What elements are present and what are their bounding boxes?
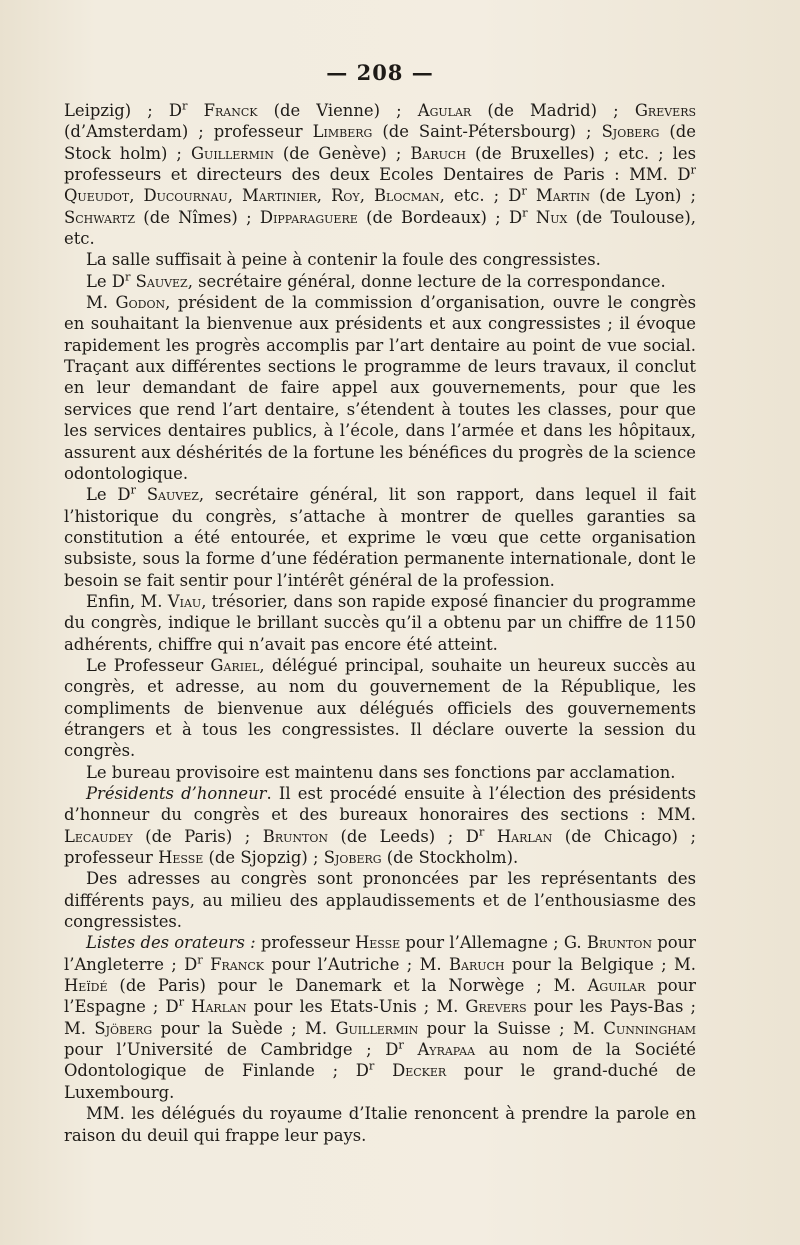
text-run: (de Stock holm) ; xyxy=(64,122,696,163)
paragraph xyxy=(64,783,696,868)
text-run: (de Chicago) ; professeur xyxy=(64,826,696,868)
name-small-caps: Sjoberg xyxy=(323,848,382,868)
name-small-caps: Agular xyxy=(417,101,472,120)
name-small-caps: Brunton xyxy=(262,826,328,846)
text-run: (de Toulouse), etc. xyxy=(64,207,696,249)
text-run: (de Sjopzig) ; xyxy=(203,848,324,868)
text-run: au nom de la Société Odontologique de Finlande ; D xyxy=(64,1040,696,1081)
name-small-caps: Nux xyxy=(535,207,568,227)
text-run: r xyxy=(522,205,528,220)
text-run: pour l’Allemagne ; G. xyxy=(400,933,587,953)
name-small-caps: Hesse xyxy=(158,848,204,868)
paragraph xyxy=(64,655,696,762)
name-small-caps: Aguilar xyxy=(587,976,646,996)
text-run: professeur xyxy=(255,933,355,953)
name-small-caps: Sauvez xyxy=(135,271,188,291)
text-run: r xyxy=(197,952,203,967)
text-run xyxy=(374,1061,392,1080)
name-small-caps: Limberg xyxy=(312,122,373,142)
name-small-caps: Martin xyxy=(535,186,591,206)
name-small-caps: Grevers xyxy=(634,101,697,120)
text-run: , xyxy=(129,186,144,206)
text-run xyxy=(528,208,536,227)
text-run: M. xyxy=(86,293,116,313)
text-run: (de Paris) ; xyxy=(132,826,263,846)
paragraph xyxy=(64,932,696,1103)
text-run: Le D xyxy=(86,485,131,505)
paragraph xyxy=(64,271,696,292)
name-small-caps: Schwartz xyxy=(64,207,136,227)
text-run: r xyxy=(398,1037,404,1052)
name-small-caps: Ayrapaa xyxy=(417,1040,476,1060)
name-small-caps: Martinier xyxy=(242,186,317,206)
text-run: , délégué principal, souhaite un heureux succès au congrès, et adresse, au nom du gouvernement de la République, les compliments de bienvenue aux délégués officiels des gouvernements étrangers et à tous les congressistes. Il déclare ouverte la session du congrès. xyxy=(64,655,696,761)
text-run: (de Bordeaux) ; D xyxy=(357,207,523,227)
text-run: Le bureau provisoire est maintenu dans ses fonctions par acclamation. xyxy=(86,762,676,782)
name-small-caps: Godon xyxy=(115,293,166,313)
text-run: Le Professeur xyxy=(86,655,211,675)
text-run: r xyxy=(478,824,485,839)
text-run: (de Nîmes) ; xyxy=(135,207,260,227)
text-run: , secrétaire général, donne lecture de la correspondance. xyxy=(187,271,666,291)
name-small-caps: Guillermin xyxy=(190,143,274,163)
text-run: , xyxy=(359,186,374,206)
name-small-caps: Sjöberg xyxy=(94,1018,153,1038)
text-run: r xyxy=(182,98,188,113)
text-run: Des adresses au congrès sont prononcées par les représentants des différents pays, au milieu des applaudissements et de l’enthousiasme des congressistes. xyxy=(64,869,696,932)
text-run xyxy=(404,1040,418,1059)
text-run: (de Stockholm). xyxy=(381,848,519,868)
name-small-caps: Lecaudey xyxy=(64,826,133,846)
text-run: , etc. ; D xyxy=(439,186,522,206)
text-run: pour l’Angleterre ; D xyxy=(64,933,697,974)
text-run: r xyxy=(368,1059,375,1073)
text-run: pour l’Autriche ; M. xyxy=(264,954,449,974)
text-run: r xyxy=(521,183,527,198)
text-run: (de Paris) pour le Danemark et la Norwège ; M. xyxy=(107,976,588,996)
text-run: (d’Amsterdam) ; professeur xyxy=(64,122,313,142)
text-run: pour la Belgique ; M. xyxy=(504,954,696,974)
text-run: Le D xyxy=(86,271,125,291)
text-run: , xyxy=(227,186,242,206)
text-run: pour la Suède ; M. xyxy=(152,1018,336,1038)
text-run: pour le grand-duché de Luxembourg. xyxy=(64,1061,696,1102)
name-small-caps: Grevers xyxy=(465,997,527,1017)
text-run: pour la Suisse ; M. xyxy=(418,1018,604,1038)
paragraph xyxy=(64,868,696,932)
text-run: (de Vienne) ; xyxy=(257,101,418,120)
italic-heading: Listes des orateurs : xyxy=(86,933,256,953)
text-run: Leipzig) ; D xyxy=(64,101,182,120)
text-run: pour les Etats-Unis ; M. xyxy=(246,997,466,1017)
text-run: pour les Pays-Bas ; M. xyxy=(64,997,696,1038)
paragraph xyxy=(64,591,696,655)
text-run: (de Saint-Pétersbourg) ; xyxy=(372,122,602,142)
text-run xyxy=(484,827,497,846)
text-run: Enfin, M. xyxy=(86,591,168,611)
italic-heading: Présidents d’honneur xyxy=(86,784,267,803)
page-number: — 208 — xyxy=(326,60,434,85)
name-small-caps: Dipparaguere xyxy=(259,207,358,227)
name-small-caps: Brunton xyxy=(586,933,653,953)
name-small-caps: Viau xyxy=(167,591,202,611)
text-run: (de Madrid) ; xyxy=(471,101,635,120)
name-small-caps: Blocman xyxy=(373,186,440,206)
name-small-caps: Baruch xyxy=(410,143,466,163)
name-small-caps: Heïdé xyxy=(64,976,108,996)
name-small-caps: Franck xyxy=(203,101,258,120)
text-run xyxy=(527,186,536,205)
text-run: . Il est procédé ensuite à l’élection des présidents d’honneur du congrès et des bureaux honoraires des sections : MM. xyxy=(64,784,697,825)
name-small-caps: Roy xyxy=(331,186,360,206)
text-run: , xyxy=(316,186,332,206)
text-run: pour l’Université de Cambridge ; D xyxy=(64,1040,399,1060)
text-run: MM. les délégués du royaume d’Italie renoncent à prendre la parole en raison du deuil qui frappe leur pays. xyxy=(64,1104,696,1145)
text-run: (de Leeds) ; D xyxy=(327,826,479,846)
name-small-caps: Baruch xyxy=(448,954,505,974)
text-run: , secrétaire général, lit son rapport, dans lequel il fait l’historique du congrès, s’attache à montrer de quelles garanties sa constitution a été entourée, et exprime le vœu que cette organisation subsiste, sous la forme d’une fédération permanente internationale, dont le besoin se fait sentir pour l’intérêt général de la profession. xyxy=(64,485,697,590)
name-small-caps: Decker xyxy=(392,1061,447,1081)
text-run: r xyxy=(690,162,696,177)
text-run: r xyxy=(178,994,185,1009)
text-run: , président de la commission d’organisation, ouvre le congrès en souhaitant la bienvenue aux présidents et aux congressistes ; il évoque rapidement les progrès accomplis par l’art dentaire au point de vue social. Traçant aux différentes sections le programme de leurs travaux, il conclut en leur demandant de faire appel aux gouvernements, pour que les services que rend l’art dentaire, s’étendent à toutes les classes, pour que les services dentaires publics, à l’école, dans l’armée et dans les hôpitaux, assurent aux déshérités de la fortune les bénéfices du progrès de la science odontologique. xyxy=(64,293,697,483)
text-run: (de Genève) ; xyxy=(273,143,411,163)
text-run: r xyxy=(124,269,131,284)
text-run: (de Bruxelles) ; etc. ; les professeurs et directeurs des deux Ecoles Dentaires de Paris : MM. D xyxy=(64,143,697,185)
name-small-caps: Queudot xyxy=(64,186,130,206)
text-run: pour l’Espagne ; D xyxy=(64,976,696,1017)
body-text xyxy=(64,100,696,1146)
paragraph xyxy=(64,100,696,249)
text-run xyxy=(187,101,203,120)
text-run: La salle suffisait à peine à contenir la foule des congressistes. xyxy=(86,250,601,270)
text-run xyxy=(136,485,147,504)
text-run: (de Lyon) ; xyxy=(590,186,697,206)
name-small-caps: Hesse xyxy=(354,933,401,953)
text-run: r xyxy=(130,482,137,497)
paragraph xyxy=(64,249,696,270)
name-small-caps: Harlan xyxy=(496,826,553,846)
name-small-caps: Franck xyxy=(210,954,264,974)
name-small-caps: Sjoberg xyxy=(601,122,660,142)
text-run: , trésorier, dans son rapide exposé financier du programme du congrès, indique le brillant succès qu’il a obtenu par un chiffre de 1150 adhérents, chiffre qui n’avait pas encore été atteint. xyxy=(64,591,696,654)
name-small-caps: Harlan xyxy=(191,997,247,1017)
paragraph xyxy=(64,1103,696,1146)
name-small-caps: Guillermin xyxy=(335,1018,419,1038)
paragraph xyxy=(64,292,696,484)
name-small-caps: Gariel xyxy=(210,655,260,675)
name-small-caps: Sauvez xyxy=(146,485,199,505)
name-small-caps: Cunningham xyxy=(603,1018,697,1038)
paragraph xyxy=(64,762,696,783)
paragraph xyxy=(64,484,696,591)
name-small-caps: Ducournau xyxy=(143,186,228,206)
